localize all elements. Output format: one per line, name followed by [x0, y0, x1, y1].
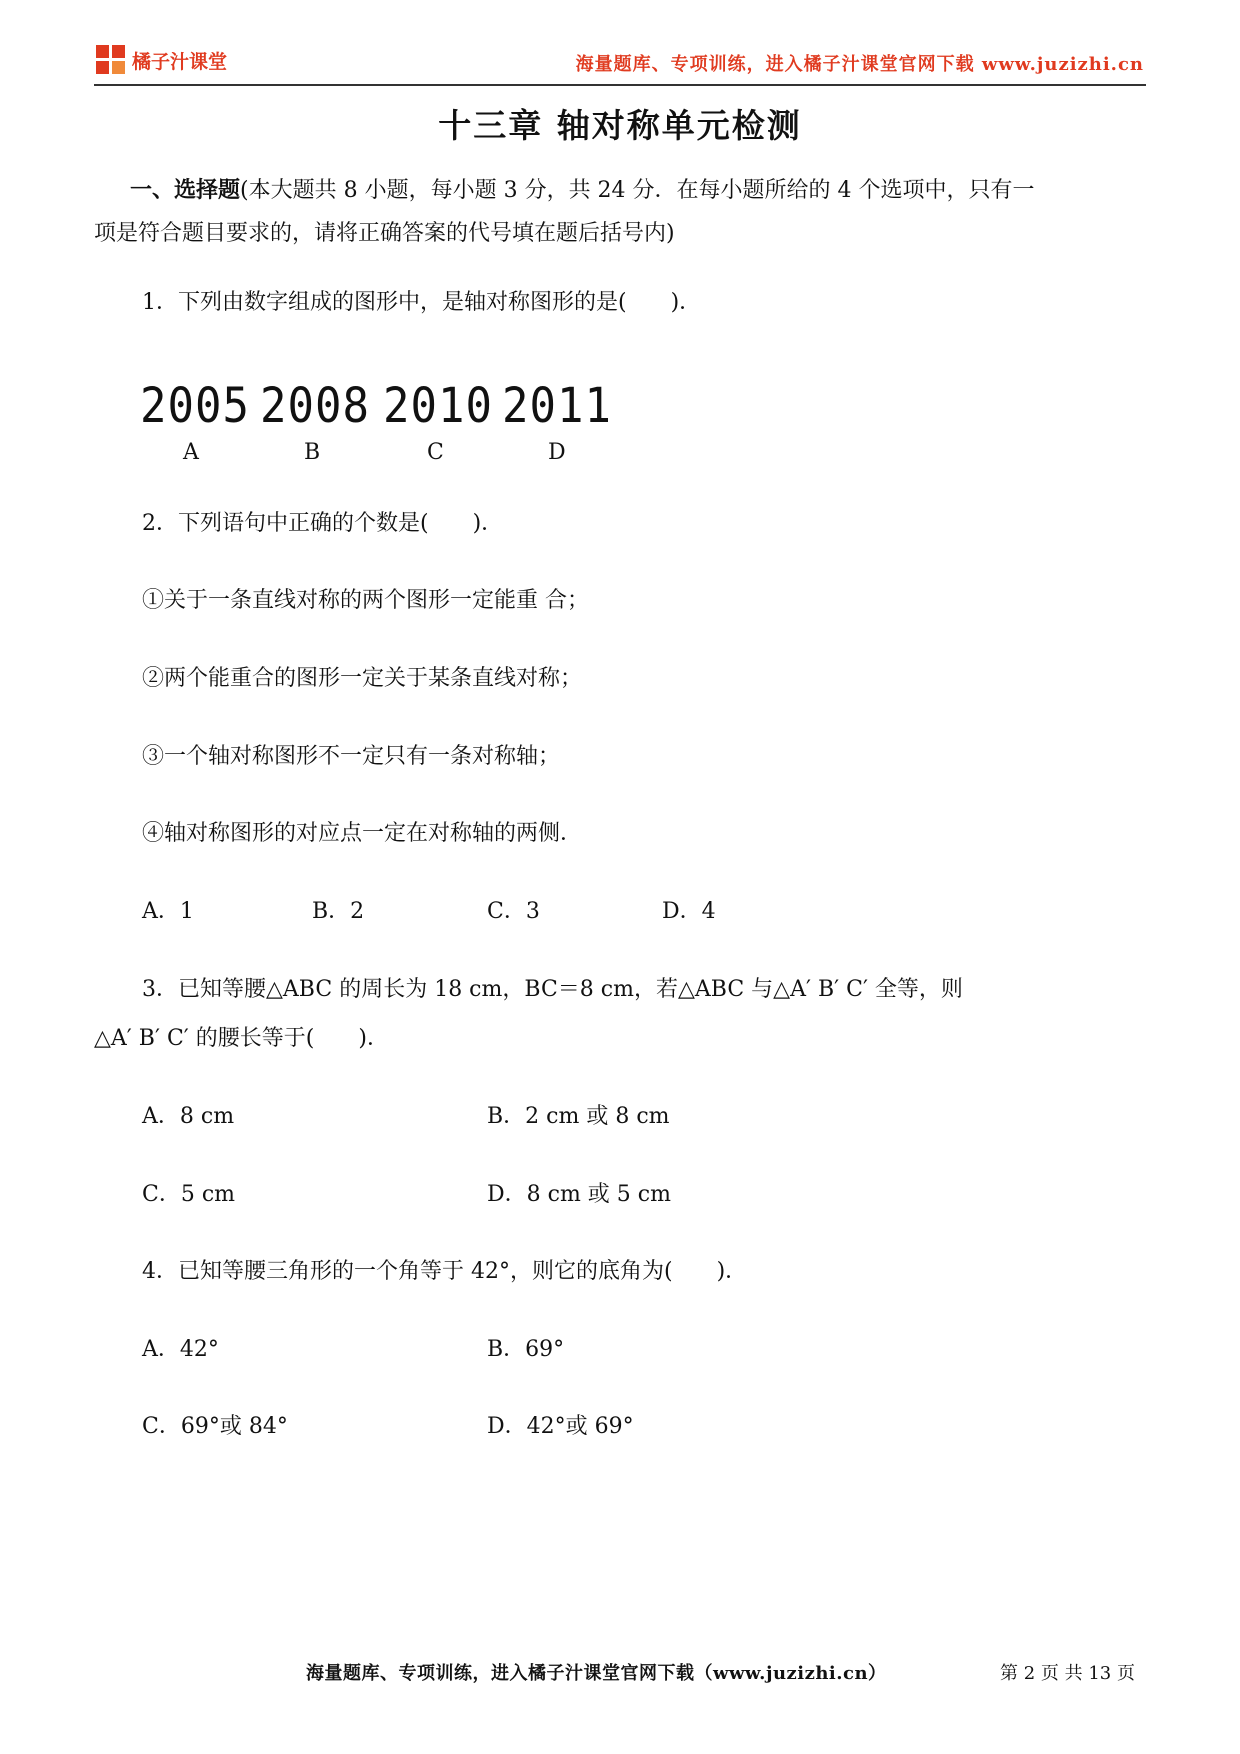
figure-d-label: D [548, 440, 566, 465]
brand-logo [96, 44, 227, 76]
section-heading: 一、选择题 [130, 177, 241, 203]
footer-slogan: 海量题库、专项训练，进入橘子汁课堂官网下载（www.juzizhi.cn） [306, 1663, 887, 1684]
question-3-stem-line-2: △A′ B′ C′ 的腰长等于( )． [94, 1026, 389, 1051]
figure-b-label: B [304, 440, 321, 465]
instruction-line-1: (本大题共 8 小题，每小题 3 分，共 24 分．在每小题所给的 4 个选项中，只有一 [240, 178, 1035, 203]
figure-c-digits: 2010 [383, 378, 493, 435]
statement-3: ③一个轴对称图形不一定只有一条对称轴； [142, 744, 561, 769]
q3-option-d: D．8 cm 或 5 cm [487, 1182, 671, 1207]
q3-option-a: A．8 cm [142, 1104, 235, 1129]
question-3-stem-line-1: 3．已知等腰△ABC 的周长为 18 cm，BC＝8 cm，若△ABC 与△A′ B′ C′ 全等，则 [142, 977, 963, 1002]
section-instructions [130, 175, 1150, 206]
page-number: 第 2 页 共 13 页 [1000, 1663, 1135, 1684]
figure-c-label: C [427, 440, 444, 465]
figure-b-digits: 2008 [260, 378, 370, 435]
logo-icon [96, 45, 126, 75]
q2-option-a: A．1 [142, 899, 194, 924]
instruction-line-2: 项是符合题目要求的，请将正确答案的代号填在题后括号内) [94, 221, 675, 246]
q4-option-c: C．69°或 84° [142, 1414, 288, 1439]
figure-d-digits: 2011 [502, 378, 612, 435]
header-slogan: 海量题库、专项训练，进入橘子汁课堂官网下载 www.juzizhi.cn [575, 54, 1144, 75]
question-2-stem: 2．下列语句中正确的个数是( )． [142, 511, 504, 536]
q3-option-c: C．5 cm [142, 1182, 236, 1207]
q2-option-d: D．4 [662, 899, 716, 924]
question-1-stem: 1．下列由数字组成的图形中，是轴对称图形的是( )． [142, 290, 702, 315]
logo-text: 橘子汁课堂 [132, 50, 228, 73]
q4-option-b: B．69° [487, 1337, 565, 1362]
q4-option-d: D．42°或 69° [487, 1414, 634, 1439]
q4-option-a: A．42° [142, 1337, 219, 1362]
figure-a-digits: 2005 [140, 378, 250, 435]
statement-2: ②两个能重合的图形一定关于某条直线对称； [142, 666, 583, 691]
header-divider [94, 84, 1146, 86]
figure-a-label: A [183, 440, 199, 465]
page-title: 十三章 轴对称单元检测 [438, 106, 802, 145]
q2-option-b: B．2 [312, 899, 365, 924]
q2-option-c: C．3 [487, 899, 540, 924]
statement-4: ④轴对称图形的对应点一定在对称轴的两侧． [142, 821, 583, 846]
q3-option-b: B．2 cm 或 8 cm [487, 1104, 670, 1129]
question-4-stem: 4．已知等腰三角形的一个角等于 42°，则它的底角为( )． [142, 1259, 748, 1284]
statement-1: ①关于一条直线对称的两个图形一定能重 合； [142, 588, 589, 613]
